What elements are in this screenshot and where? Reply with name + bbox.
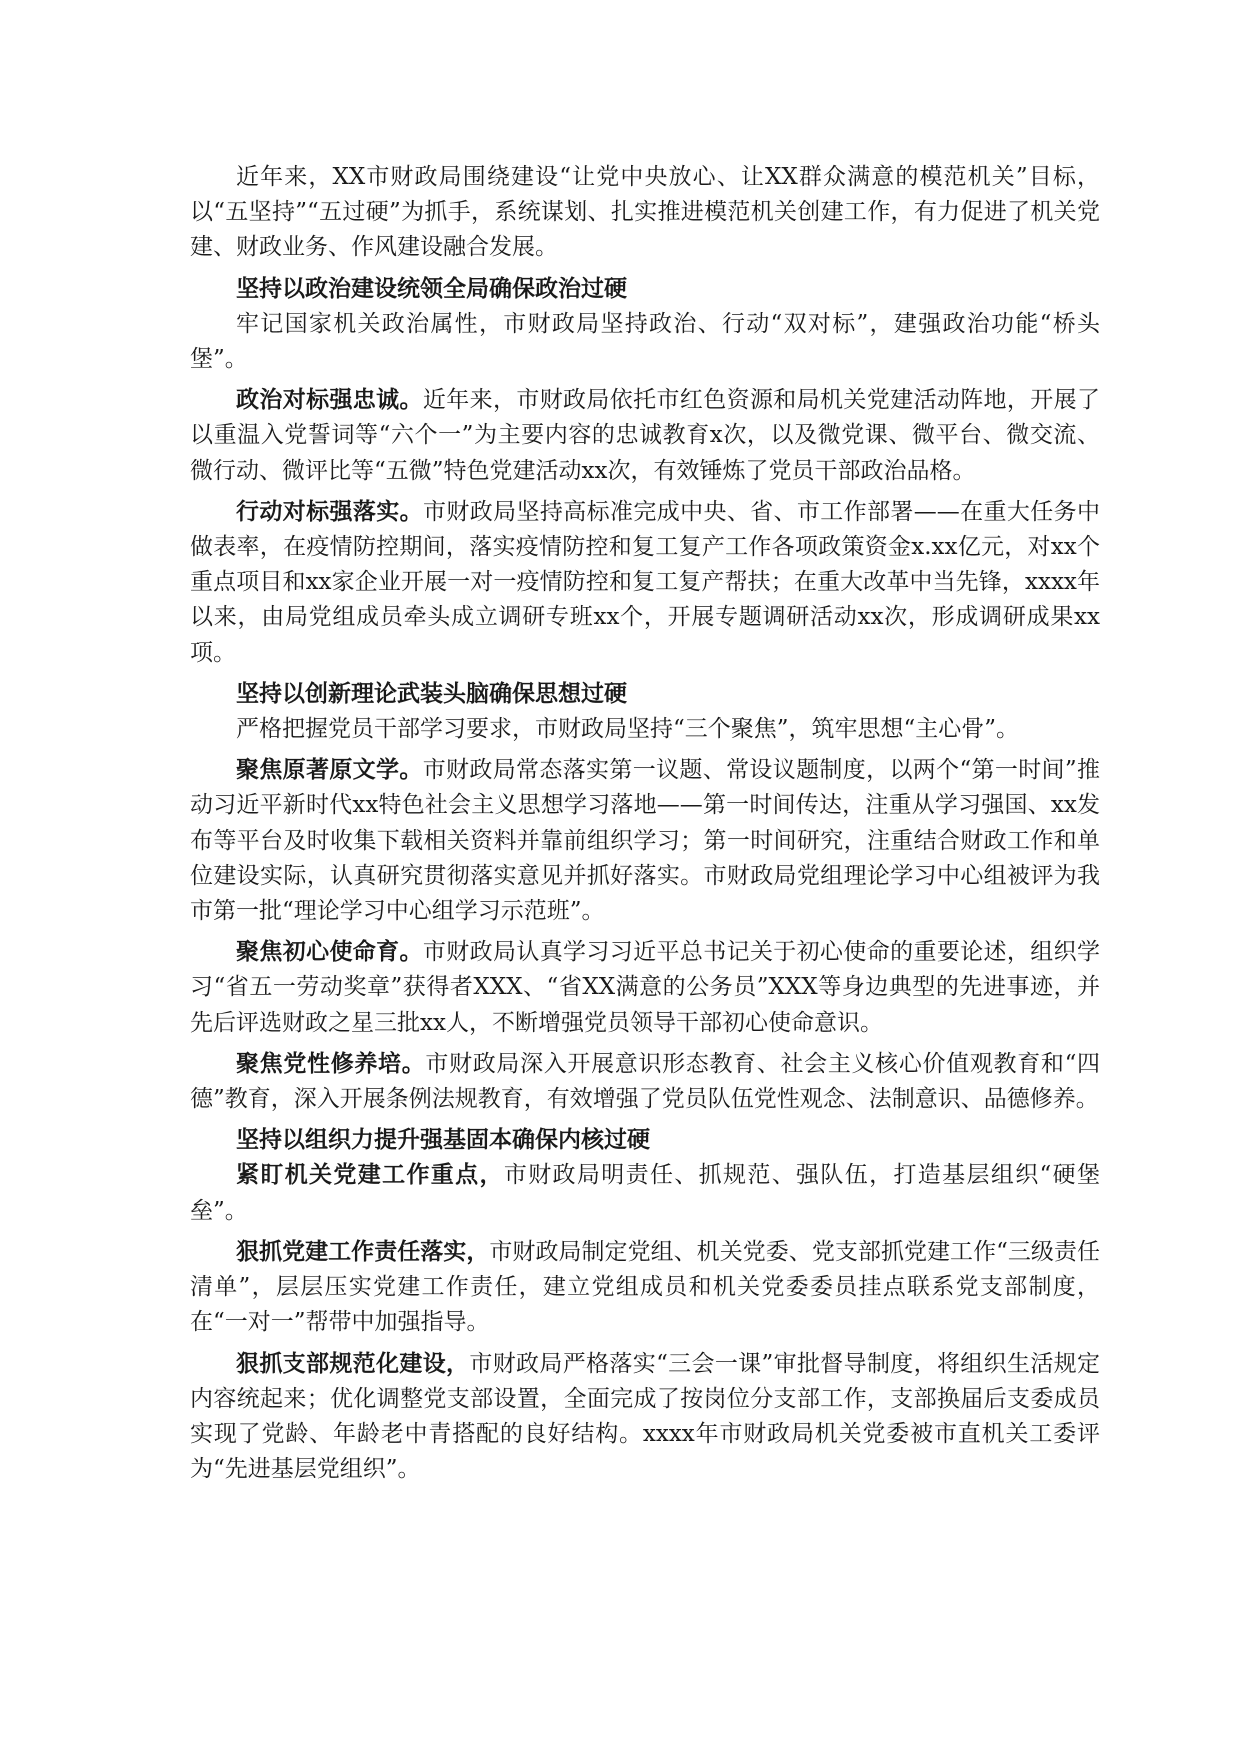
paragraph-text: 近年来，市财政局依托市红色资源和局机关党建活动阵地，开展了以重温入党誓词等“六个一”为主要内容的忠诚教育x次，以及微党课、微平台、微交流、微行动、微评比等“五微”特色党建活动xx次，有效锤炼了党员干部政治品格。 <box>190 387 1101 484</box>
paragraph-text: 市财政局深入开展意识形态教育、社会主义核心价值观教育和“四德”教育，深入开展条例法规教育，有效增强了党员队伍党性观念、法制意识、品德修养。 <box>190 1050 1100 1113</box>
paragraph-responsibility <box>190 1235 1100 1341</box>
paragraph-lead: 聚焦党性修养培。 <box>236 1050 426 1077</box>
paragraph-text: 市财政局坚持高标准完成中央、省、市工作部署——在重大任务中做表率，在疫情防控期间，落实疫情防控和复工复产工作各项政策资金x.xx亿元，对xx个重点项目和xx家企业开展一对一疫情防控和复工复产帮扶；在重大改革中当先锋，xxxx年以来，由局党组成员牵头成立调研专班xx个，开展专题调研活动xx次，形成调研成果xx项。 <box>190 498 1101 666</box>
paragraph-party-spirit <box>190 1047 1100 1117</box>
paragraph-political-loyalty <box>190 383 1100 489</box>
paragraph-text: 市财政局明责任、抓规范、强队伍，打造基层组织“硬堡垒”。 <box>190 1162 1101 1224</box>
paragraph-lead: 聚焦初心使命育。 <box>236 939 423 966</box>
paragraph-text: 市财政局严格落实“三会一课”审批督导制度，将组织生活规定内容统起来；优化调整党支部设置，全面完成了按岗位分支部工作，支部换届后支委成员实现了党龄、年龄老中青搭配的良好结构。xxxx年市财政局机关党委被市直机关工委评为“先进基层党组织”。 <box>190 1350 1100 1483</box>
paragraph-focus-priorities <box>190 1158 1100 1228</box>
paragraph-lead: 紧盯机关党建工作重点， <box>236 1162 504 1189</box>
section-heading-organization: 坚持以组织力提升强基固本确保内核过硬 <box>236 1127 650 1154</box>
section-heading-political: 坚持以政治建设统领全局确保政治过硬 <box>236 275 627 302</box>
intro-paragraph: 近年来，XX市财政局围绕建设“让党中央放心、让XX群众满意的模范机关”目标，以“五坚持”“五过硬”为抓手，系统谋划、扎实推进模范机关创建工作，有力促进了机关党建、财政业务、作风建设融合发展。 <box>190 164 1100 261</box>
section-heading-theory: 坚持以创新理论武装头脑确保思想过硬 <box>236 680 627 707</box>
paragraph-text: 市财政局常态落实第一议题、常设议题制度，以两个“第一时间”推动习近平新时代xx特色社会主义思想学习落地——第一时间传达，注重从学习强国、xx发布等平台及时收集下载相关资料并靠前组织学习；第一时间研究，注重结合财政工作和单位建设实际，认真研究贯彻落实意见并抓好落实。市财政局党组理论学习中心组被评为我市第一批“理论学习中心组学习示范班”。 <box>190 757 1100 925</box>
paragraph-lead: 狠抓支部规范化建设， <box>236 1350 470 1377</box>
section-summary: 牢记国家机关政治属性，市财政局坚持政治、行动“双对标”，建强政治功能“桥头堡”。 <box>190 310 1100 373</box>
paragraph-text: 市财政局制定党组、机关党委、党支部抓党建工作“三级责任清单”，层层压实党建工作责任，建立党组成员和机关党委委员挂点联系党支部制度，在“一对一”帮带中加强指导。 <box>190 1238 1101 1336</box>
paragraph-original-works <box>190 753 1100 929</box>
paragraph-lead: 行动对标强落实。 <box>236 498 423 525</box>
paragraph-lead: 政治对标强忠诚。 <box>236 387 423 414</box>
paragraph-original-mission <box>190 935 1100 1041</box>
paragraph-branch-standardization <box>190 1347 1100 1488</box>
document-body <box>190 160 1100 1487</box>
paragraph-text: 市财政局认真学习习近平总书记关于初心使命的重要论述，组织学习“省五一劳动奖章”获得者XXX、“省XX满意的公务员”XXX等身边典型的先进事迹，并先后评选财政之星三批xx人，不断增强党员领导干部初心使命意识。 <box>190 939 1101 1036</box>
paragraph-lead: 狠抓党建工作责任落实， <box>236 1238 490 1265</box>
paragraph-action-implementation <box>190 495 1100 671</box>
paragraph-lead: 聚焦原著原文学。 <box>236 757 423 784</box>
section-summary: 严格把握党员干部学习要求，市财政局坚持“三个聚焦”，筑牢思想“主心骨”。 <box>236 716 1020 743</box>
